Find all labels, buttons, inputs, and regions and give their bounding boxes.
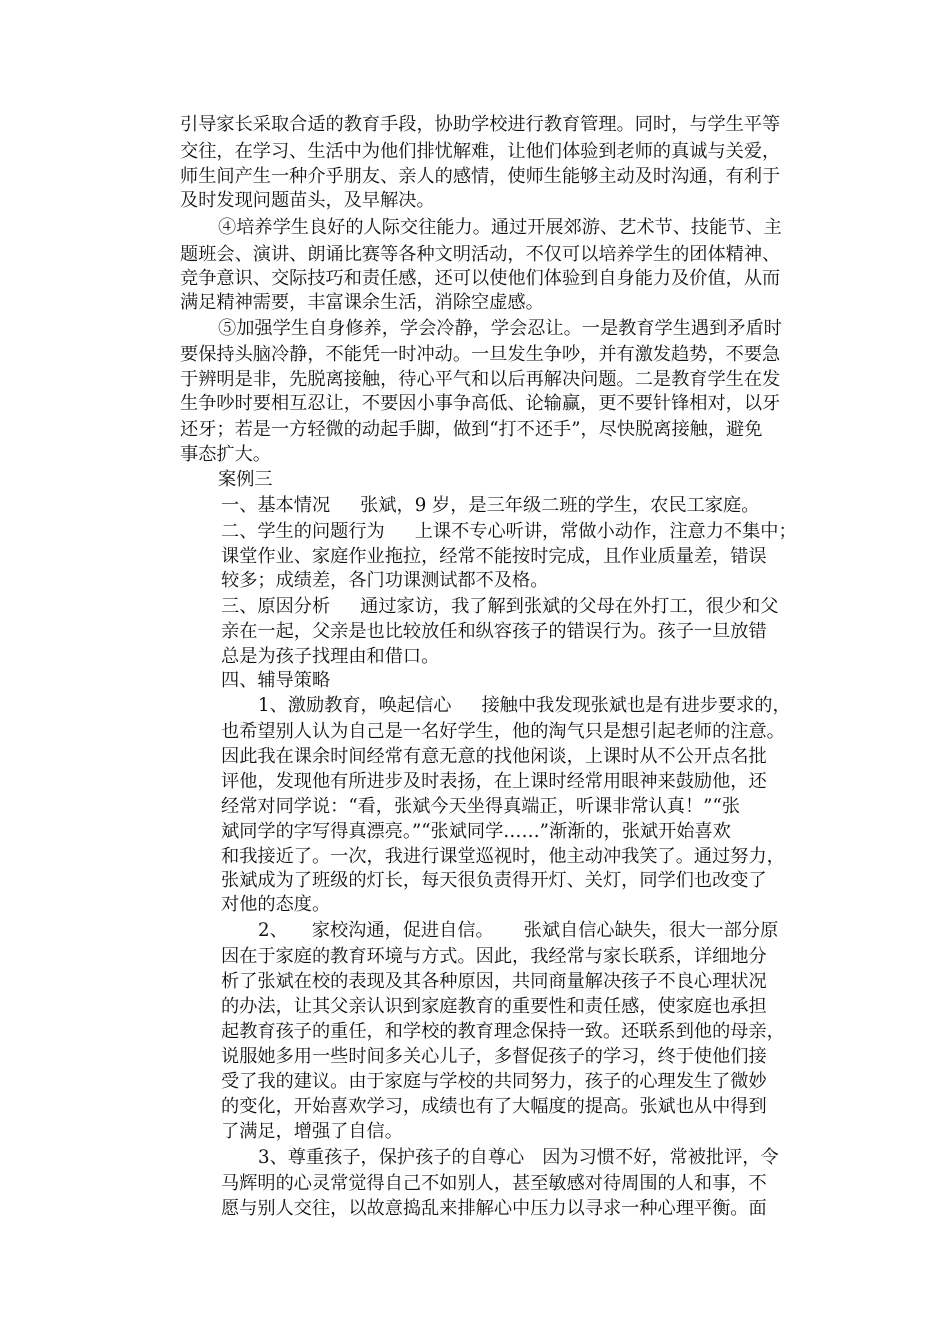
text-line: 的变化，开始喜欢学习，成绩也有了大幅度的提高。张斌也从中得到: [221, 1096, 767, 1117]
text-line: 经常对同学说：“看，张斌今天坐得真端正，听课非常认真！”“张: [221, 796, 740, 817]
text-line: 马辉明的心灵常觉得自己不如别人，甚至敏感对待周围的人和事，不: [221, 1173, 767, 1194]
text-line: 师生间产生一种介乎朋友、亲人的感情，使师生能够主动及时沟通，有利于: [180, 166, 781, 187]
text-line: [221, 520, 797, 544]
section-heading: 案例三: [218, 469, 273, 490]
text-line: 析了张斌在校的表现及其各种原因，共同商量解决孩子不良心理状况: [221, 971, 767, 992]
text-line: 总是为孩子找理由和借口。: [221, 646, 440, 667]
text-line: 起教育孩子的重任，和学校的教育理念保持一致。还联系到他的母亲，: [221, 1021, 785, 1042]
subheading: 家校沟通，促进自信。: [311, 920, 494, 941]
text-line: [221, 595, 778, 619]
text-line: ④培养学生良好的人际交往能力。通过开展郊游、艺术节、技能节、主: [218, 217, 782, 238]
subheading: 三、原因分析: [221, 596, 331, 617]
text-line: 说服她多用一些时间多关心儿子，多督促孩子的学习，终于使他们接: [221, 1046, 767, 1067]
text-segment: 上课不专心听讲，常做小动作，注意力不集中；: [414, 521, 797, 542]
text-line: 事态扩大。: [180, 444, 271, 465]
text-line: [221, 494, 759, 518]
text-line: 及时发现问题苗头，及早解决。: [180, 190, 435, 211]
text-line: 因此我在课余时间经常有意无意的找他闲谈，上课时从不公开点名批: [221, 746, 767, 767]
text-segment: 因为习惯不好，常被批评，令: [542, 1147, 779, 1168]
text-line: [258, 694, 791, 718]
text-line: 评他，发现他有所进步及时表扬，在上课时经常用眼神来鼓励他，还: [221, 771, 767, 792]
list-number: 2、: [258, 920, 288, 941]
subheading: 一、基本情况: [221, 495, 331, 516]
text-line: 生争吵时要相互忍让，不要因小事争高低、论输赢，更不要针锋相对，以牙: [180, 393, 781, 414]
text-line: 和我接近了。一次，我进行课堂巡视时，他主动冲我笑了。通过努力，: [221, 846, 785, 867]
text-line: 愿与别人交往，以故意捣乱来排解心中压力以寻求一种心理平衡。面: [221, 1198, 767, 1219]
text-line: 较多；成绩差，各门功课测试都不及格。: [221, 570, 549, 591]
text-line: [258, 1146, 779, 1170]
text-line: 对他的态度。: [221, 894, 331, 915]
text-line: 的办法，让其父亲认识到家庭教育的重要性和责任感，使家庭也承担: [221, 996, 767, 1017]
text-line: 了满足，增强了自信。: [221, 1121, 403, 1142]
text-line: ⑤加强学生自身修养，学会冷静，学会忍让。一是教育学生遇到矛盾时: [218, 318, 782, 339]
text-line: 于辨明是非，先脱离接触，待心平气和以后再解决问题。二是教育学生在发: [180, 369, 781, 390]
subheading: 二、学生的问题行为: [221, 521, 385, 542]
text-line: 题班会、演讲、朗诵比赛等各种文明活动，不仅可以培养学生的团体精神、: [180, 244, 781, 265]
text-line: [258, 919, 778, 943]
text-line: 因在于家庭的教育环境与方式。因此，我经常与家长联系，详细地分: [221, 946, 767, 967]
text-line: 课堂作业、家庭作业拖拉，经常不能按时完成，且作业质量差，错误: [221, 546, 767, 567]
text-segment: 通过家访，我了解到张斌的父母在外打工，很少和父: [360, 596, 779, 617]
text-segment: 接触中我发现张斌也是有进步要求的，: [481, 695, 791, 716]
text-line: 还牙；若是一方轻微的动起手脚，做到“打不还手”，尽快脱离接触，避免: [180, 419, 763, 440]
text-line: 满足精神需要，丰富课余生活，消除空虚感。: [180, 292, 544, 313]
text-line: 受了我的建议。由于家庭与学校的共同努力，孩子的心理发生了微妙: [221, 1071, 767, 1092]
text-line: 交往，在学习、生活中为他们排忧解难，让他们体验到老师的真诚与关爱，: [180, 141, 781, 162]
text-segment: 张斌自信心缺失，很大一部分原: [523, 920, 779, 941]
text-line: 斌同学的字写得真漂亮。”“张斌同学……”渐渐的，张斌开始喜欢: [221, 821, 731, 842]
text-line: 竞争意识、交际技巧和责任感，还可以使他们体验到自身能力及价值，从而: [180, 268, 781, 289]
subheading: 3、尊重孩子，保护孩子的自尊心: [258, 1147, 525, 1168]
text-segment: 张斌，9 岁，是三年级二班的学生，农民工家庭。: [360, 495, 760, 516]
text-line: 亲在一起，父亲是也比较放任和纵容孩子的错误行为。孩子一旦放错: [221, 621, 767, 642]
text-line: 也希望别人认为自己是一名好学生，他的淘气只是想引起老师的注意。: [221, 721, 785, 742]
text-line: 要保持头脑冷静，不能凭一时冲动。一旦发生争吵，并有激发趋势，不要急: [180, 344, 781, 365]
text-line: 张斌成为了班级的灯长，每天很负责得开灯、关灯，同学们也改变了: [221, 870, 767, 891]
text-line: 引导家长采取合适的教育手段，协助学校进行教育管理。同时，与学生平等: [180, 114, 781, 135]
subheading: 1、激励教育，唤起信心: [258, 695, 452, 716]
subheading: 四、辅导策略: [221, 670, 331, 691]
